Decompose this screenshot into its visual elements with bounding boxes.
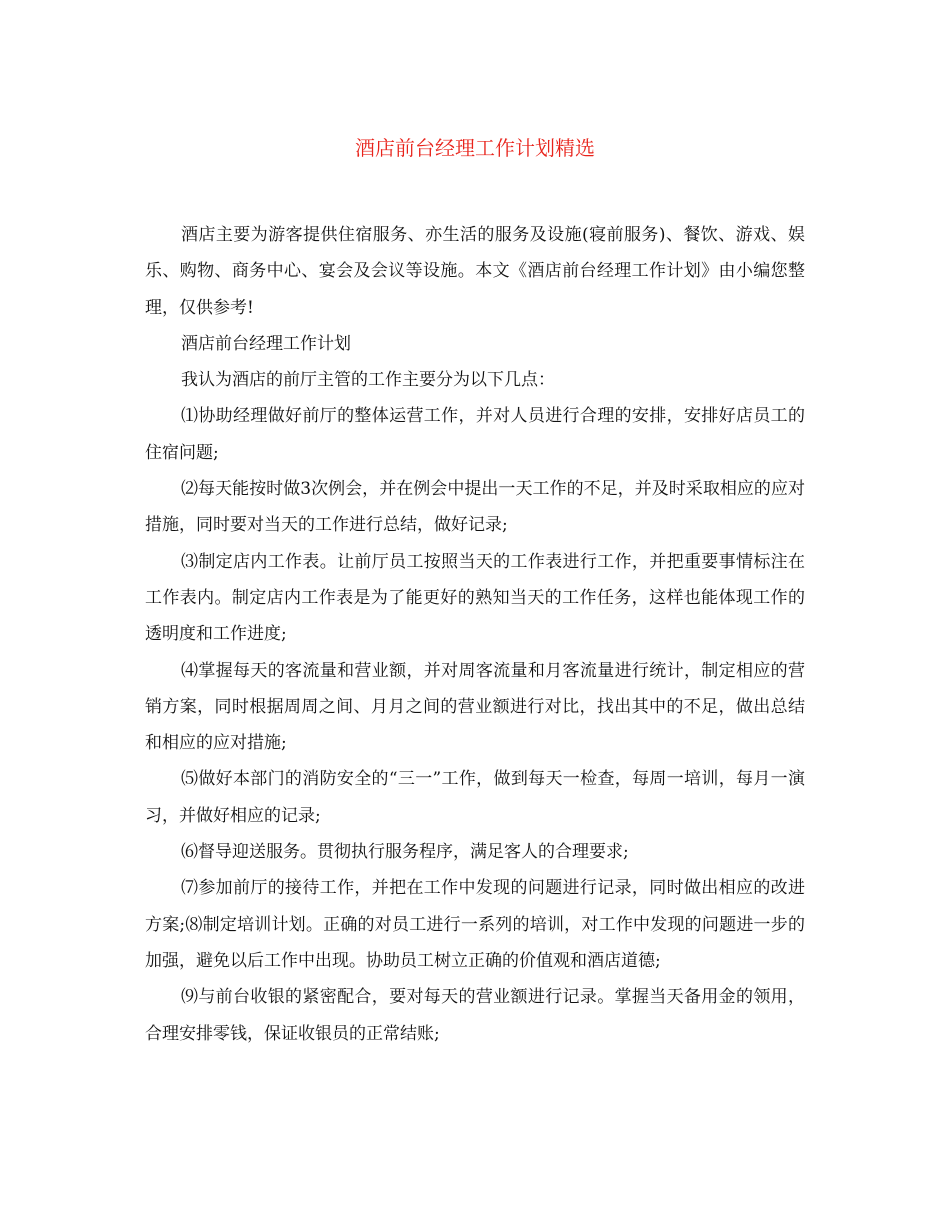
document-title: 酒店前台经理工作计划精选 bbox=[355, 136, 595, 160]
paragraph-item-4: ⑷掌握每天的客流量和营业额，并对周客流量和月客流量进行统计，制定相应的营销方案，同时根据周周之间、月月之间的营业额进行对比，找出其中的不足，做出总结和相应的应对措施; bbox=[145, 660, 805, 754]
paragraph-item-1: ⑴协助经理做好前厅的整体运营工作，并对人员进行合理的安排，安排好店员工的住宿问题; bbox=[145, 406, 805, 463]
paragraph-item-5: ⑸做好本部门的消防安全的“三一”工作，做到每天一检查，每周一培训，每月一演习，并做好相应的记录; bbox=[145, 769, 805, 826]
paragraph-item-9: ⑼与前台收银的紧密配合，要对每天的营业额进行记录。掌握当天备用金的领用，合理安排零钱，保证收银员的正常结账; bbox=[145, 987, 805, 1044]
paragraph-item-3: ⑶制定店内工作表。让前厅员工按照当天的工作表进行工作，并把重要事情标注在工作表内。制定店内工作表是为了能更好的熟知当天的工作任务，这样也能体现工作的透明度和工作进度; bbox=[145, 551, 805, 645]
paragraph-lead: 我认为酒店的前厅主管的工作主要分为以下几点： bbox=[181, 370, 555, 391]
paragraph-heading: 酒店前台经理工作计划 bbox=[181, 333, 351, 354]
paragraph-item-2: ⑵每天能按时做3次例会，并在例会中提出一天工作的不足，并及时采取相应的应对措施，同时要对当天的工作进行总结，做好记录; bbox=[145, 479, 805, 536]
paragraph-item-6: ⑹督导迎送服务。贯彻执行服务程序，满足客人的合理要求; bbox=[181, 842, 629, 863]
document-body bbox=[145, 217, 805, 1052]
paragraph-intro: 酒店主要为游客提供住宿服务、亦生活的服务及设施(寝前服务)、餐饮、游戏、娱乐、购物、商务中心、宴会及会议等设施。本文《酒店前台经理工作计划》由小编您整理，仅供参考! bbox=[145, 225, 805, 318]
paragraph-item-7-8: ⑺参加前厅的接待工作，并把在工作中发现的问题进行记录，同时做出相应的改进方案;⑻制定培训计划。正确的对员工进行一系列的培训，对工作中发现的问题进一步的加强，避免以后工作中出现。协助员工树立正确的价值观和酒店道德; bbox=[145, 878, 805, 971]
